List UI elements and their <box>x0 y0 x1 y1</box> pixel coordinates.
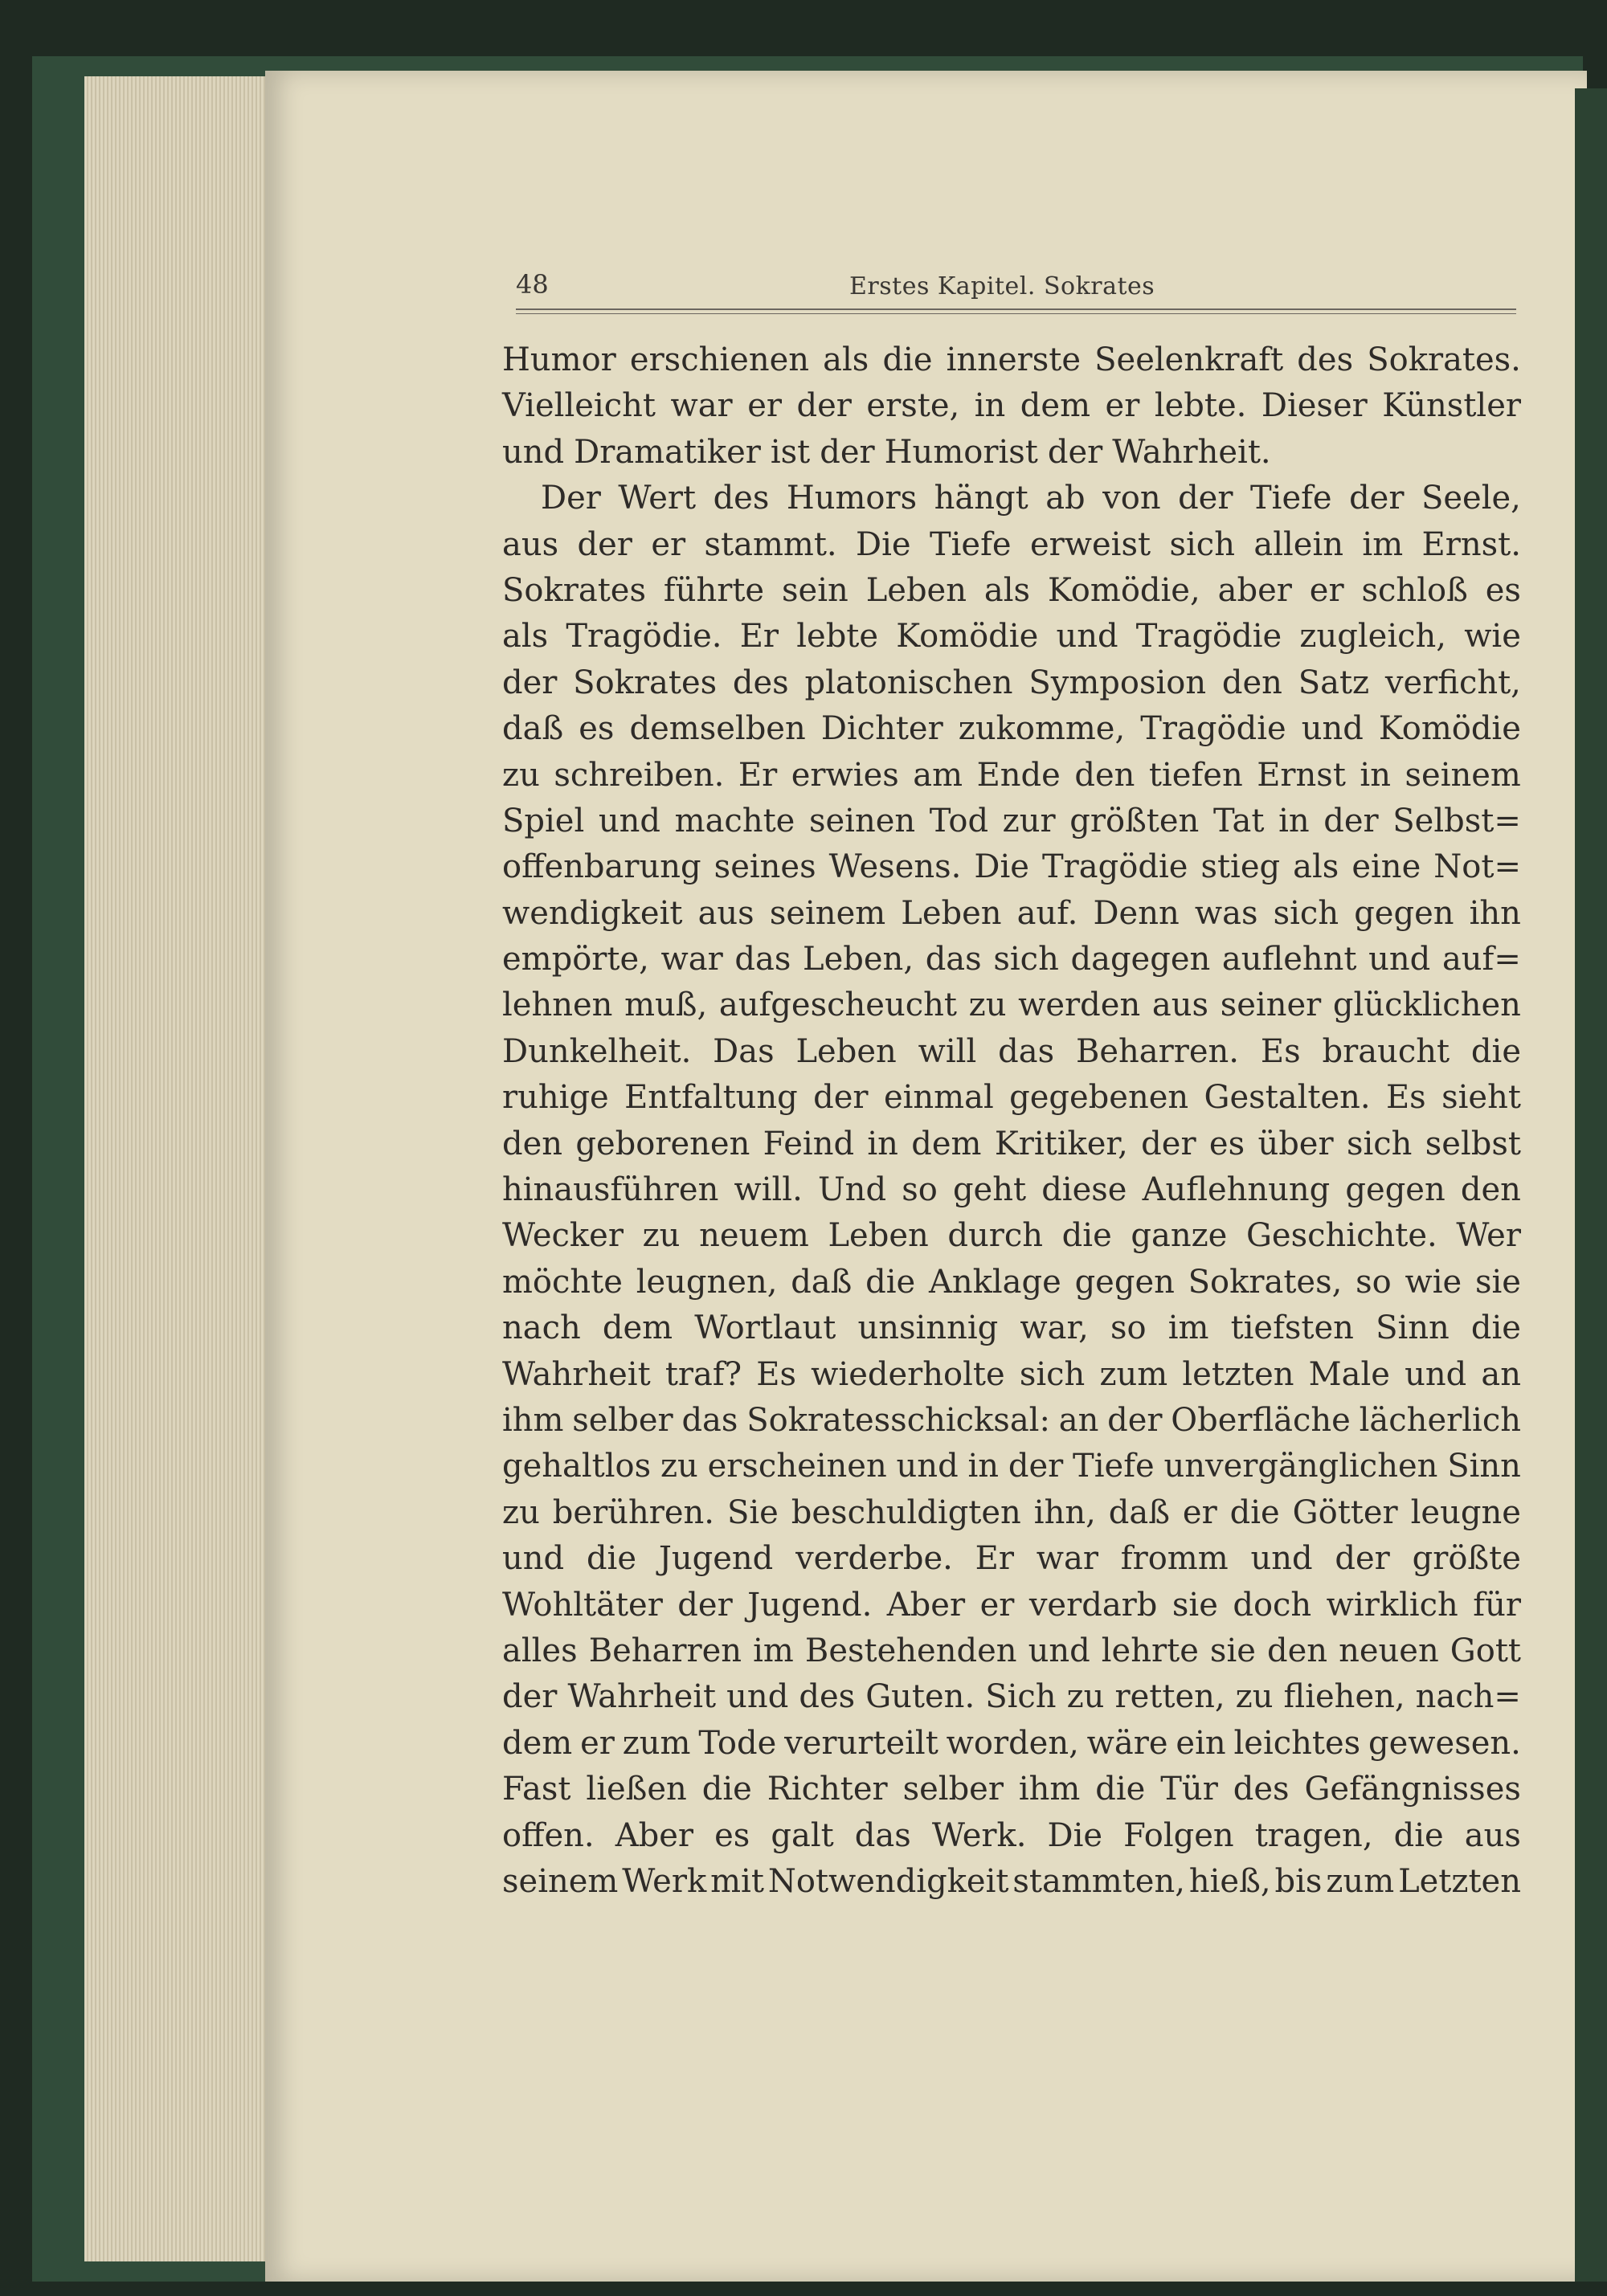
text-line: möchte leugnen, daß die Anklage gegen Sokrates, so wie sie <box>502 1263 1521 1301</box>
text-line: und die Jugend verderbe. Er war fromm und der größte <box>502 1540 1521 1578</box>
text-line: der Sokrates des platonischen Symposion den Satz verficht, <box>502 664 1521 701</box>
text-line: Fast ließen die Richter selber ihm die Tür des Gefängnisses <box>502 1771 1521 1808</box>
text-line: Sokrates führte sein Leben als Komödie, aber er schloß es <box>502 571 1521 609</box>
text-line: daß es demselben Dichter zukomme, Tragödie und Komödie <box>502 710 1521 748</box>
text-line: seinem Werk mit Notwendigkeit stammten, hieß, bis zum Letzten <box>502 1862 1521 1900</box>
text-line: wendigkeit aus seinem Leben auf. Denn was sich gegen ihn <box>502 894 1521 932</box>
text-line: Wohltäter der Jugend. Aber er verdarb sie doch wirklich für <box>502 1586 1521 1624</box>
header-rule <box>516 308 1516 310</box>
text-line: Wahrheit traf? Es wiederholte sich zum letzten Male und an <box>502 1355 1521 1393</box>
header-rule-thin <box>516 313 1516 314</box>
text-line: Wecker zu neuem Leben durch die ganze Geschichte. Wer <box>502 1217 1521 1255</box>
text-line: als Tragödie. Er lebte Komödie und Tragödie zugleich, wie <box>502 618 1521 656</box>
text-line: alles Beharren im Bestehenden und lehrte sie den neuen Gott <box>502 1632 1521 1669</box>
text-line: dem er zum Tode verurteilt worden, wäre ein leichtes gewesen. <box>502 1724 1521 1762</box>
page-number: 48 <box>516 269 549 300</box>
text-line: nach dem Wortlaut unsinnig war, so im tiefsten Sinn die <box>502 1309 1521 1347</box>
text-line: und Dramatiker ist der Humorist der Wahrheit. <box>502 433 1271 471</box>
text-line: lehnen muß, aufgescheucht zu werden aus seiner glücklichen <box>502 987 1521 1024</box>
text-line: empörte, war das Leben, das sich dagegen auflehnt und auf= <box>502 941 1521 978</box>
running-title: Erstes Kapitel. Sokrates <box>849 272 1155 300</box>
text-line: Humor erschienen als die innerste Seelenkraft des Sokrates. <box>502 341 1521 378</box>
page-header <box>516 269 1516 306</box>
text-line: hinausführen will. Und so geht diese Auflehnung gegen den <box>502 1171 1521 1209</box>
text-line: zu berühren. Sie beschuldigten ihn, daß er die Götter leugne <box>502 1493 1521 1531</box>
text-line: aus der er stammt. Die Tiefe erweist sich allein im Ernst. <box>502 525 1521 563</box>
text-line: offen. Aber es galt das Werk. Die Folgen tragen, die aus <box>502 1816 1521 1854</box>
text-line: Spiel und machte seinen Tod zur größten Tat in der Selbst= <box>502 802 1521 840</box>
page-edges <box>84 76 269 2261</box>
text-line: den geborenen Feind in dem Kritiker, der es über sich selbst <box>502 1125 1521 1162</box>
text-line: gehaltlos zu erscheinen und in der Tiefe unvergänglichen Sinn <box>502 1448 1521 1485</box>
text-line: Vielleicht war er der erste, in dem er lebte. Dieser Künstler <box>502 387 1521 425</box>
text-line: ruhige Entfaltung der einmal gegebenen Gestalten. Es sieht <box>502 1079 1521 1117</box>
text-line: Dunkelheit. Das Leben will das Beharren. Es braucht die <box>502 1032 1521 1070</box>
text-line: der Wahrheit und des Guten. Sich zu retten, zu fliehen, nach= <box>502 1678 1521 1716</box>
text-line: offenbarung seines Wesens. Die Tragödie stieg als eine Not= <box>502 848 1521 886</box>
body-text <box>502 337 1521 1905</box>
text-line: ihm selber das Sokratesschicksal: an der Oberfläche lächerlich <box>502 1401 1521 1439</box>
cover-edge-right <box>1575 88 1607 2282</box>
text-line: Der Wert des Humors hängt ab von der Tiefe der Seele, <box>541 480 1521 517</box>
text-line: zu schreiben. Er erwies am Ende den tiefen Ernst in seinem <box>502 756 1521 794</box>
